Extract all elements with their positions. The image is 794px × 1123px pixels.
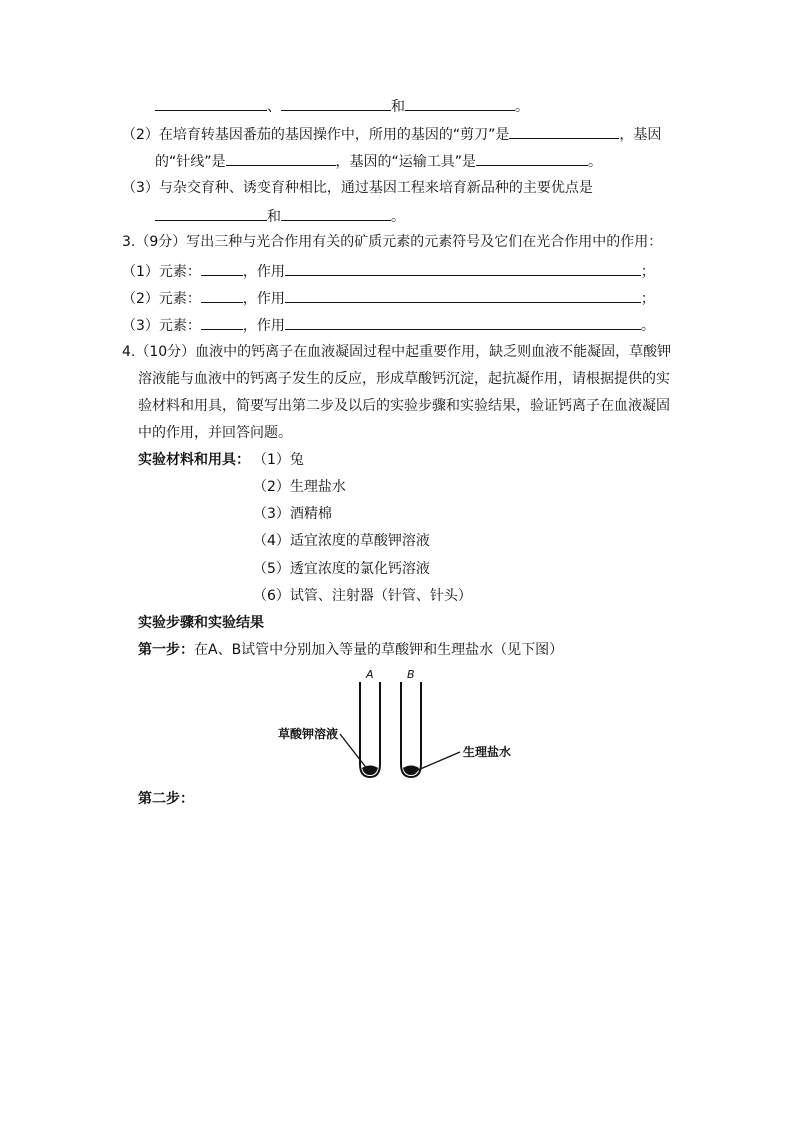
question-4-stem-line-1 xyxy=(122,343,671,361)
material-item-4 xyxy=(253,532,430,550)
label-left: 草酸钾溶液 xyxy=(278,727,339,741)
blank[interactable] xyxy=(285,315,641,330)
label-text: 实验材料和用具： xyxy=(138,452,250,468)
blank[interactable] xyxy=(155,206,267,221)
question-text: （2）在培育转基因番茄的基因操作中，所用的基因的“剪刀”是 xyxy=(122,127,510,143)
question-3-item-2 xyxy=(122,288,655,308)
question-4-stem-line-2 xyxy=(138,370,670,388)
item-label: （1）元素： xyxy=(122,264,201,280)
material-text: （3）酒精棉 xyxy=(253,506,332,522)
separator: 、 xyxy=(267,99,281,115)
tube-b-label: B xyxy=(407,668,415,681)
blank[interactable] xyxy=(509,124,619,139)
materials-label xyxy=(138,451,250,469)
blank[interactable] xyxy=(281,96,391,111)
question-text: 的“针线”是 xyxy=(155,154,226,170)
blank[interactable] xyxy=(476,151,588,166)
question-3-item-1 xyxy=(122,261,655,281)
material-item-1 xyxy=(253,451,304,469)
question-3-item-3 xyxy=(122,315,655,335)
blank[interactable] xyxy=(285,288,641,303)
step-1 xyxy=(138,641,563,659)
blank[interactable] xyxy=(281,206,391,221)
blank[interactable] xyxy=(201,315,243,330)
leader-line-left xyxy=(340,734,368,770)
question-text: 3.（9分）写出三种与光合作用有关的矿质元素的元素符号及它们在光合作用中的作用： xyxy=(122,234,663,250)
question-2-2-line2 xyxy=(155,151,602,171)
material-item-6 xyxy=(253,587,472,605)
blank[interactable] xyxy=(155,96,267,111)
question-text: 中的作用，并回答问题。 xyxy=(138,425,292,441)
tube-a-label: A xyxy=(366,668,374,681)
question-4-stem-line-3 xyxy=(138,397,670,415)
connector-text: 和 xyxy=(267,209,281,225)
steps-heading xyxy=(138,614,264,632)
material-text: （6）试管、注射器（针管、针头） xyxy=(253,588,472,604)
leader-line-right xyxy=(418,752,460,770)
period: 。 xyxy=(515,99,529,115)
blank[interactable] xyxy=(405,96,515,111)
period: 。 xyxy=(588,154,603,170)
blank[interactable] xyxy=(285,261,641,276)
question-text: ，基因的“运输工具”是 xyxy=(335,154,477,170)
item-label: （2）元素： xyxy=(122,291,201,307)
item-text: ，作用 xyxy=(242,318,285,334)
tube-b xyxy=(401,682,421,777)
question-text: 验材料和用具，简要写出第二步及以后的实验步骤和实验结果，验证钙离子在血液凝固 xyxy=(138,398,670,414)
step-label: 第二步： xyxy=(138,791,194,807)
blank[interactable] xyxy=(226,151,336,166)
tube-b-liquid xyxy=(403,766,419,776)
question-text: 4.（10分）血液中的钙离子在血液凝固过程中起重要作用，缺乏则血液不能凝固，草酸钾 xyxy=(122,344,672,360)
punctuation: ； xyxy=(640,291,655,307)
step-label: 第一步： xyxy=(138,642,194,658)
material-item-5 xyxy=(253,560,430,578)
punctuation: ； xyxy=(640,264,655,280)
question-3-stem xyxy=(122,233,662,251)
material-text: （2）生理盐水 xyxy=(253,479,346,495)
item-text: ，作用 xyxy=(242,264,285,280)
step-text: 在A、B试管中分别加入等量的草酸钾和生理盐水（见下图） xyxy=(194,642,564,658)
question-4-stem-line-4 xyxy=(138,424,292,442)
test-tube-figure xyxy=(270,664,530,784)
material-text: （1）兔 xyxy=(253,452,304,468)
punctuation: 。 xyxy=(640,318,655,334)
question-text: ，基因 xyxy=(619,127,662,143)
item-label: （3）元素： xyxy=(122,318,201,334)
question-text: 溶液能与血液中的钙离子发生的反应，形成草酸钙沉淀，起抗凝作用，请根据提供的实 xyxy=(138,371,670,387)
label-right: 生理盐水 xyxy=(463,745,512,759)
question-2-3-line2 xyxy=(155,206,405,226)
question-2-3-line1 xyxy=(122,179,593,197)
question-2-2-line1 xyxy=(122,124,661,144)
answer-line-top xyxy=(155,96,529,116)
step-2 xyxy=(138,790,194,808)
material-item-2 xyxy=(253,478,346,496)
connector-text: 和 xyxy=(391,99,405,115)
tube-a-liquid xyxy=(362,766,378,776)
period: 。 xyxy=(391,209,405,225)
material-item-3 xyxy=(253,505,332,523)
blank[interactable] xyxy=(201,261,243,276)
material-text: （5）透宜浓度的氯化钙溶液 xyxy=(253,561,430,577)
item-text: ，作用 xyxy=(242,291,285,307)
heading-text: 实验步骤和实验结果 xyxy=(138,615,264,631)
question-text: （3）与杂交育种、诱变育种相比，通过基因工程来培育新品种的主要优点是 xyxy=(122,180,593,196)
blank[interactable] xyxy=(201,288,243,303)
material-text: （4）适宜浓度的草酸钾溶液 xyxy=(253,533,430,549)
